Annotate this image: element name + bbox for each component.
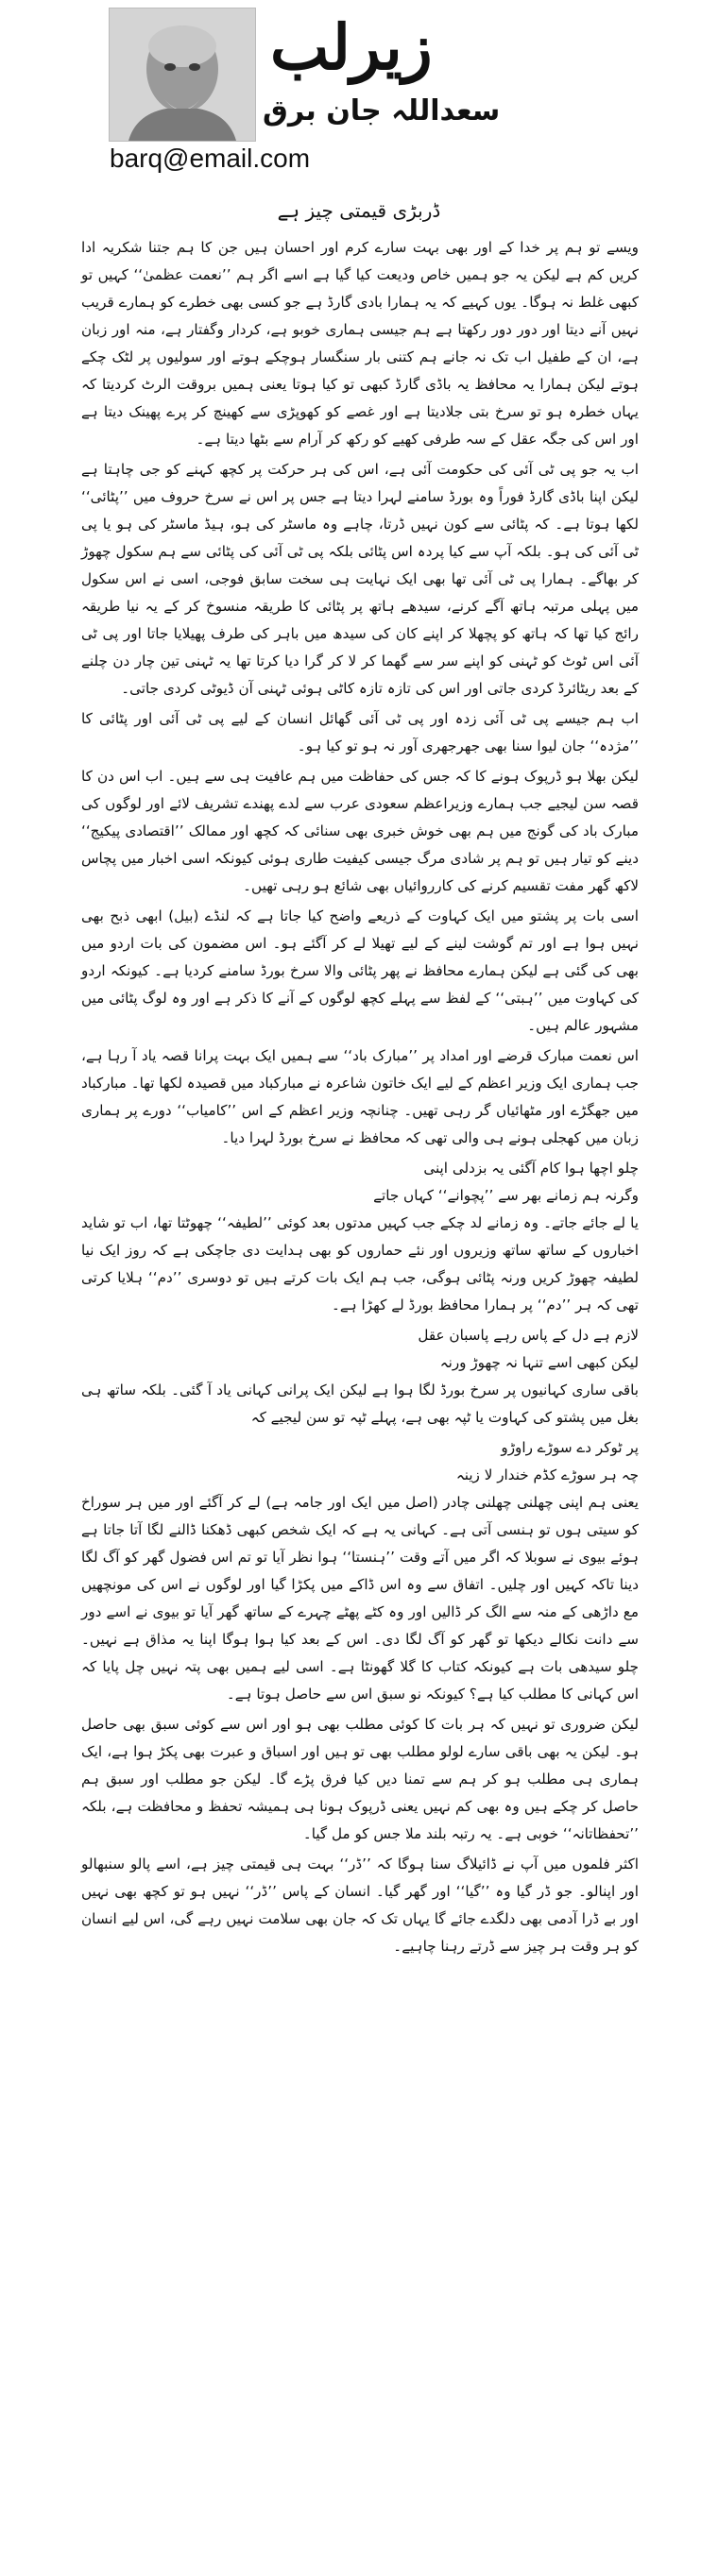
article-headline: ڈربڑی قیمتی چیز ہے bbox=[277, 199, 441, 222]
paragraph: یعنی ہم اپنی چھلنی چھلنی چادر (اصل میں ایک اور جامہ ہے) لے کر آگئے اور میں ہر سوراخ کو سیتی ہوں تو ہنسی آتی ہے۔ کہانی یہ ہے کہ ایک شخص کبھی ڈھکنا ڈالنے لگا آتا جاتا ہے ہوئے بیوی نے سوبلا کہ اگر میں آتے وقت ’’ہنستا‘‘ ہوا نظر آیا تو تم اس فضول گھر کو آگ لگا دینا تاکہ کہیں اور چلیں۔ اتفاق سے وہ اس ڈاکے میں پکڑا گیا اور لوگوں نے اس کی مونچھیں مع داڑھی کے منہ سے الگ کر ڈالیں اور وہ کٹے پھٹے چہرے کے ساتھ گھر آیا تو بیوی نے اسے دور سے دانت نکالے دیکھا تو گھر کو آگ لگا دی۔ اس کے بعد کیا ہوا ہوگا اپنا یہ مذاق ہے نہیں۔ چلو سیدھی بات ہے کیونکہ کتاب کا گلا گھونٹا ہے۔ اسی لیے ہمیں بھی پتہ نہیں چل پایا کہ اس کہانی کا مطلب کیا ہے؟ کیونکہ نو سبق اس سے حاصل ہوتا ہے۔ bbox=[81, 1494, 639, 1703]
author-photo bbox=[109, 8, 256, 142]
verse-line: وگرنہ ہم زمانے بھر سے ’’پچوانے‘‘ کہاں جاتے bbox=[373, 1187, 639, 1204]
verse-line: لیکن کبھی اسے تنہا نہ چھوڑ ورنہ bbox=[439, 1354, 639, 1371]
column-masthead bbox=[0, 0, 718, 185]
paragraph: اسی بات پر پشتو میں ایک کہاوت کے ذریعے واضح کیا جاتا ہے کہ لنڈے (بیل) ابھی ذبح بھی نہیں ہوا ہے اور تم گوشت لینے کے لیے تھیلا لے کر آگئے ہو۔ اس مضمون کی بات اردو میں بھی کی گئی ہے لیکن ہمارے محافظ نے پھر پٹائی والا سرخ بورڈ سامنے کردیا ہے۔ کیونکہ اردو کی کہاوت میں ’’ہبتی‘‘ کے لفظ سے پہلے کچھ لوگوں کے آنے کا ذکر ہے اور وہ لوگ پٹائی میں مشہور عالم ہیں۔ bbox=[81, 907, 639, 1034]
column-title: زیرلب bbox=[270, 10, 433, 84]
paragraph: لیکن بھلا ہو ڈرپوک ہونے کا کہ جس کی حفاظت میں ہم عافیت ہی سے ہیں۔ اب اس دن کا قصہ سن لیجیے جب ہمارے وزیراعظم سعودی عرب سے لدے پھندے تشریف لائے اور لوگوں کی مبارک باد کی گونج میں ہم بھی خوش خبری بھی سنائی کہ کچھ اور ممالک ’’اقتصادی پیکیج‘‘ دینے کو تیار ہیں تو ہم پر شادی مرگ جیسی کیفیت طاری ہوئی کیونکہ اسی اخبار میں پچاس لاکھ گھر مفت تقسیم کرنے کی کارروائیاں بھی شائع ہو رہی تھیں۔ bbox=[81, 768, 639, 894]
verse-line: چہ ہر سوڑے کڈم خندار لا زینہ bbox=[455, 1466, 639, 1483]
paragraph: اکثر فلموں میں آپ نے ڈائیلاگ سنا ہوگا کہ ’’ڈر‘‘ بہت ہی قیمتی چیز ہے، اسے پالو سنبھالو اور اپنالو۔ جو ڈر گیا وہ ’’گیا‘‘ اور گھر گیا۔ انسان کے پاس ’’ڈر‘‘ نہیں ہو تو کچھ بھی نہیں اور بے ڈرا آدمی بھی دلگدے جائے گا یہاں تک کہ جان بھی سلامت نہیں رہے گی، اس لیے انسان کو ہر وقت ہر چیز سے ڈرتے رہنا چاہیے۔ bbox=[81, 1856, 639, 1955]
paragraph: اب ہم جیسے پی ٹی آئی زدہ اور پی ٹی آئی گھائل انسان کے لیے پی ٹی آئی اور پٹائی کا ’’مژدہ‘‘ جان لیوا سنا بھی جھرجھری آور نہ ہو تو کیا ہو۔ bbox=[81, 710, 639, 754]
author-email-link[interactable]: barq@email.com bbox=[110, 144, 311, 173]
verse-line: چلو اچھا ہوا کام آگئی یہ بزدلی اپنی bbox=[423, 1160, 639, 1177]
paragraph: اب یہ جو پی ٹی آئی کی حکومت آئی ہے، اس کی ہر حرکت پر کچھ کہنے کو جی چاہتا ہے لیکن اپنا باڈی گارڈ فوراً وہ بورڈ سامنے لہرا دیتا ہے جس پر اس نے سرخ حروف میں ’’پٹائی‘‘ لکھا ہوتا ہے۔ کہ پٹائی سے کون نہیں ڈرتا، چاہے وہ ماسٹر کی ہو، ہیڈ ماسٹر کی ہو یا پی ٹی آئی کی ہو۔ بلکہ آپ سے کیا پردہ اس پٹائی بلکہ پی ٹی آئی کی پٹائی سے ہم سکول چھوڑ کر بھاگے۔ ہمارا پی ٹی آئی تھا بھی ایک نہایت ہی سخت سابق فوجی، اسی نے اس سکول میں پہلی مرتبہ ہاتھ آگے کرنے، سیدھے ہاتھ پر پٹائی کا طریقہ منسوخ کر کے یہ نیا طریقہ رائج کیا تھا کہ ہاتھ کو پچھلا کر اپنے کان کی سیدھ میں باہر کی طرف پھیلایا جاتا اور پی ٹی آئی اس ٹوٹ کو ٹہنی کو اپنے سر سے گھما کر لا کر گرا دیا کرتا تھا یہ ٹہنی تین چار دن چلنے کے بعد ریٹائرڈ کردی جاتی اور اس کی تازہ تازہ کاٹی ہوئی ٹہنی آن ڈیوٹی کردی جاتی۔ bbox=[81, 461, 639, 697]
paragraph: لیکن ضروری تو نہیں کہ ہر بات کا کوئی مطلب بھی ہو اور اس سے کوئی سبق بھی حاصل ہو۔ لیکن یہ بھی باقی سارے لولو مطلب بھی تو ہیں اور اسباق و عبرت بھی پکڑ ہوا ہے، ایک ہماری ہی مطلب ہو کر ہم سے تمنا دیں کیا فرق پڑے گا۔ لیکن جو مطلب اور سبق ہم حاصل کر چکے ہیں وہ بھی کم نہیں یعنی ڈرپوک ہونا ہی ہمیشہ تحفظ و محافظت ہے، بلکہ ’’تحفظاتانہ‘‘ خوبی ہے۔ یہ رتبہ بلند ملا جس کو مل گیا۔ bbox=[81, 1716, 639, 1842]
verse-line: لازم ہے دل کے پاس رہے پاسبان عقل bbox=[418, 1327, 639, 1344]
paragraph: ویسے تو ہم پر خدا کے اور بھی بہت سارے کرم اور احسان ہیں جن کا ہم جتنا شکریہ ادا کریں کم ہے لیکن یہ جو ہمیں خاص ودیعت کیا گیا ہے اسے اگر ہم ’’نعمت عظمیٰ‘‘ کہیں تو کبھی غلط نہ ہوگا۔ یوں کہیے کہ یہ ہمارا بادی گارڈ ہے جو کسی بھی خطرے کو ہمارے قریب نہیں آنے دیتا اور دور دور رکھتا ہے ہم جیسی ہماری خوبو ہے، کردار وگفتار ہے، منہ اور زبان ہے، ان کے طفیل اب تک نہ جانے ہم کتنی بار سنگسار ہوچکے ہوتے اور سولیوں پر لٹک چکے ہوتے لیکن ہمارا یہ محافظ یہ باڈی گارڈ کبھی تو کیا ہوتا یعنی ہمیں بروقت الرٹ کردیتا کہ یہاں خطرہ ہو تو سرخ بتی جلادیتا ہے اور غصے کو کھوپڑی سے کھینچ کر پرے پھینک دیتا ہے اور اس کی جگہ عقل کے سہ طرفی کھیے کو رکھ کر آرام سے بٹھا دیتا ہے۔ bbox=[81, 239, 639, 448]
verse-line: پر ٹوکر دے سوڑے راوڑو bbox=[501, 1439, 639, 1456]
author-name: سعداللہ جان برق bbox=[263, 94, 501, 127]
article-body bbox=[81, 234, 639, 1963]
paragraph: یا لے جائے جاتے۔ وہ زمانے لد چکے جب کہیں مدتوں بعد کوئی ’’لطیفہ‘‘ چھوٹتا تھا، اب تو شاید اخباروں کے ساتھ ساتھ وزیروں اور نئے حماروں کو بھی ہدایت دی جاچکی ہے کہ روز ایک نیا لطیفہ چھوڑ کریں ورنہ پٹائی ہوگی، جب ہم ایک بات کرتے ہیں تو دوسری ’’دم‘‘ ہلایا کرتی تھی کہ ہر ’’دم‘‘ پر ہمارا محافظ بورڈ لے کھڑا ہے۔ bbox=[81, 1214, 639, 1313]
paragraph: اس نعمت مبارک قرضے اور امداد پر ’’مبارک باد‘‘ سے ہمیں ایک بہت پرانا قصہ یاد آ رہا ہے، جب ہماری ایک وزیر اعظم کے لیے ایک خاتون شاعرہ نے مبارکباد میں قصیدہ لکھا تھا۔ مبارکباد میں جھگڑے اور مٹھائیاں گر رہی تھیں۔ چنانچہ وزیر اعظم کے اس ’’کامیاب‘‘ دورے پر ہماری زبان میں کھجلی ہونے ہی والی تھی کہ محافظ نے سرخ بورڈ لہرا دیا۔ bbox=[81, 1047, 639, 1146]
paragraph: باقی ساری کہانیوں پر سرخ بورڈ لگا ہوا ہے لیکن ایک پرانی کہانی یاد آ گئی۔ بلکہ ساتھ ہی بغل میں پشتو کی کہاوت یا ٹپہ بھی ہے، پہلے ٹپہ تو سن لیجیے کہ bbox=[81, 1381, 639, 1426]
author-portrait-image bbox=[110, 8, 255, 141]
